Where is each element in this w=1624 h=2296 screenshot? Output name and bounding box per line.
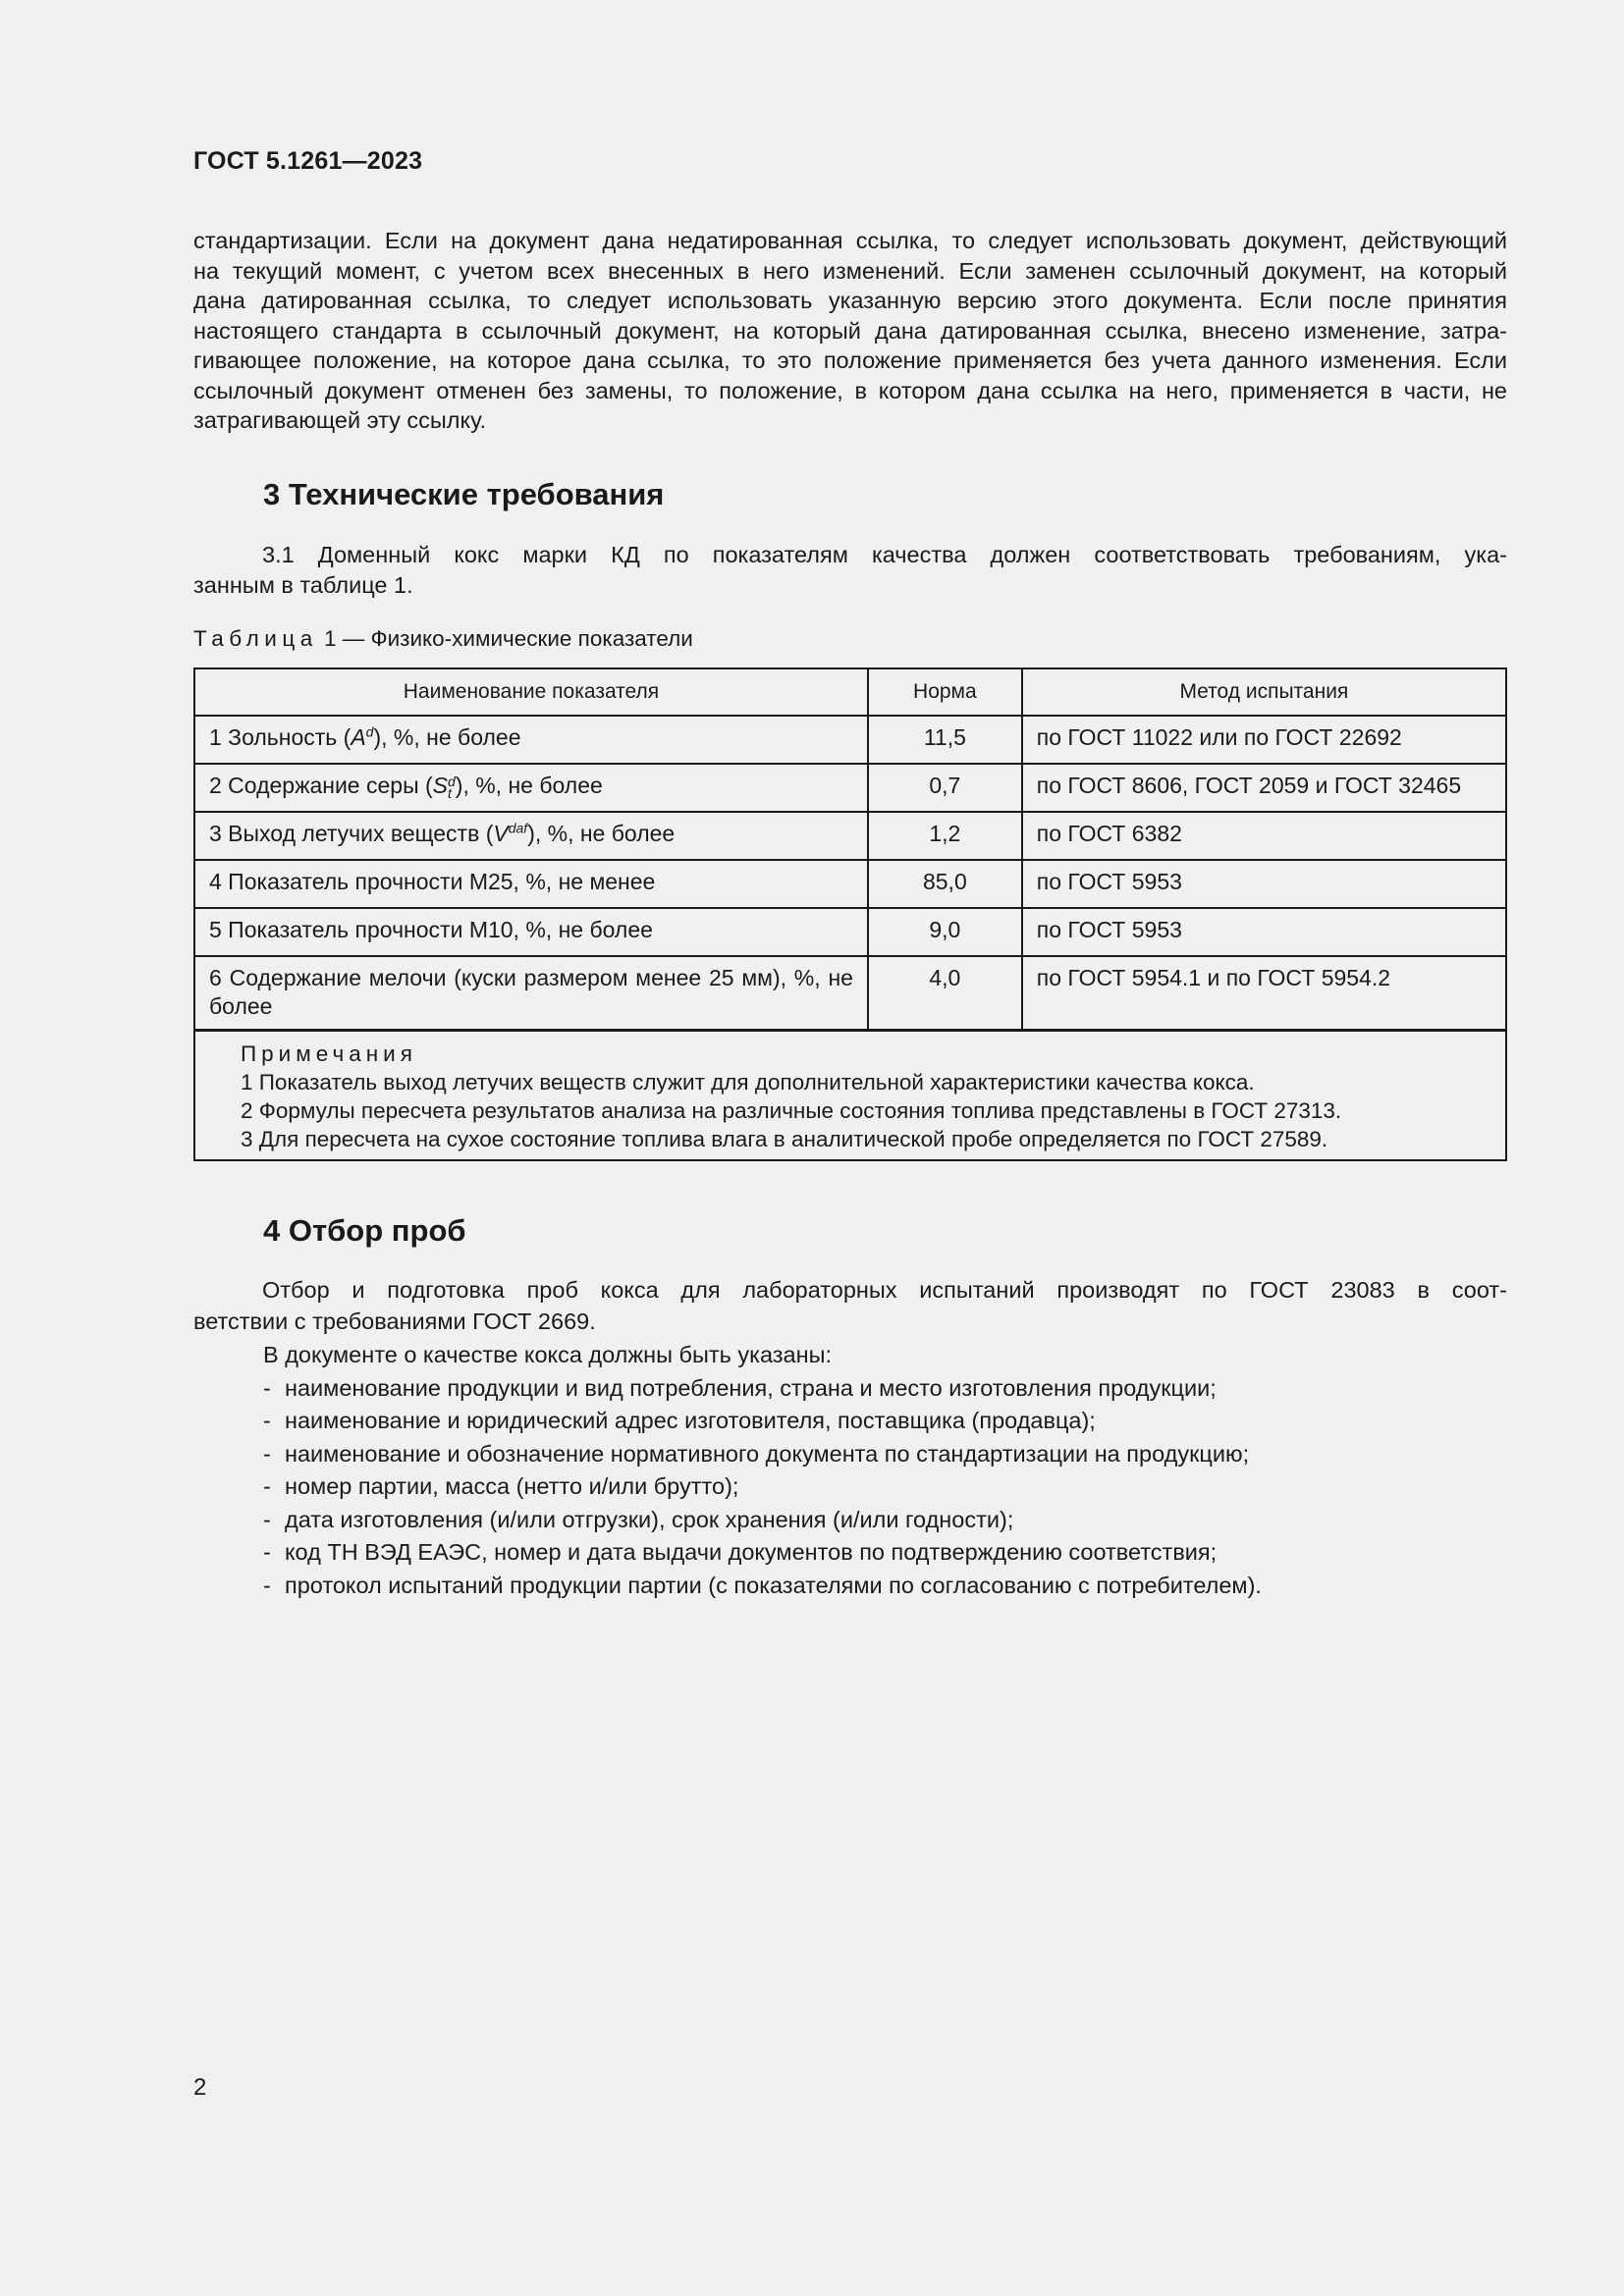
text-line: ссылочный документ отменен без замены, то положение, в котором дана ссылка на него, применяется в части, не [193, 377, 1507, 403]
notes-title: Примечания [241, 1041, 417, 1066]
indicator-name: 4 Показатель прочности М25, %, не менее [194, 860, 868, 908]
section-4-title: 4 Отбор проб [263, 1213, 466, 1248]
table-caption-label: Таблица [193, 626, 318, 651]
section-4-paragraph [193, 1274, 1507, 1337]
text-line: дана датированная ссылка, то следует использовать указанную версию этого документа. Если после принятия [193, 288, 1507, 313]
column-header: Норма [868, 668, 1022, 716]
table-row [194, 716, 1506, 764]
text-line: гивающее положение, на которое дана ссылка, то это положение применяется без учета данного изменения. Если [193, 347, 1507, 373]
list-item: - наименование продукции и вид потребления, страна и место изготовления продукции; [263, 1374, 1217, 1401]
test-method: по ГОСТ 5954.1 и по ГОСТ 5954.2 [1022, 956, 1506, 1031]
document-requirements-list [263, 1339, 1262, 1602]
table-row [194, 812, 1506, 860]
text-line: затрагивающей эту ссылку. [193, 407, 486, 433]
column-header: Наименование показателя [194, 668, 868, 716]
indicator-norm: 0,7 [868, 764, 1022, 812]
note-item: 3 Для пересчета на сухое состояние топлива влага в аналитической пробе определяется по ГОСТ 27589. [241, 1127, 1328, 1151]
note-item: 1 Показатель выход летучих веществ служит для дополнительной характеристики качества кокса. [241, 1070, 1255, 1095]
list-intro: В документе о качестве кокса должны быть указаны: [263, 1342, 832, 1367]
text-line: ветствии с требованиями ГОСТ 2669. [193, 1308, 596, 1334]
table-header-row [194, 668, 1506, 716]
indicator-name: 5 Показатель прочности М10, %, не более [194, 908, 868, 956]
test-method: по ГОСТ 6382 [1022, 812, 1506, 860]
text-line: занным в таблице 1. [193, 571, 413, 598]
indicator-norm: 9,0 [868, 908, 1022, 956]
column-header: Метод испытания [1022, 668, 1506, 716]
table-caption [193, 626, 693, 652]
physicochemical-table [193, 667, 1507, 1161]
page-number: 2 [193, 2074, 207, 2101]
list-item: - код ТН ВЭД ЕАЭС, номер и дата выдачи документов по подтверждению соответствия; [263, 1539, 1218, 1565]
test-method: по ГОСТ 8606, ГОСТ 2059 и ГОСТ 32465 [1022, 764, 1506, 812]
text-line: Отбор и подготовка проб кокса для лабораторных испытаний производят по ГОСТ 23083 в соот- [262, 1277, 1507, 1303]
text-line: 3.1 Доменный кокс марки КД по показателям качества должен соответствовать требованиям, ука- [262, 542, 1507, 567]
list-item: - наименование и обозначение нормативного документа по стандартизации на продукцию; [263, 1440, 1250, 1467]
table-notes [194, 1031, 1506, 1161]
table-row [194, 956, 1506, 1031]
table-caption-text: 1 — Физико-химические показатели [317, 626, 693, 651]
indicator-norm: 85,0 [868, 860, 1022, 908]
text-line: на текущий момент, с учетом всех внесенных в него изменений. Если заменен ссылочный документ, на который [193, 257, 1507, 284]
note-item: 2 Формулы пересчета результатов анализа на различные состояния топлива представлены в ГОСТ 27313. [241, 1098, 1342, 1123]
indicator-norm: 11,5 [868, 716, 1022, 764]
clause-3-1 [193, 540, 1507, 600]
indicator-norm: 4,0 [868, 956, 1022, 1031]
section-3-title: 3 Технические требования [263, 477, 665, 511]
indicator-name: 2 Содержание серы (S d t ), %, не более [194, 764, 868, 812]
test-method: по ГОСТ 5953 [1022, 908, 1506, 956]
indicator-name: 6 Содержание мелочи (куски размером менее 25 мм), %, не более [194, 956, 868, 1031]
indicator-norm: 1,2 [868, 812, 1022, 860]
list-item: - дата изготовления (и/или отгрузки), срок хранения (и/или годности); [263, 1506, 1014, 1532]
text-line: настоящего стандарта в ссылочный документ, на который дана датированная ссылка, внесено изменение, затра- [193, 317, 1507, 344]
indicator-name: 1 Зольность $(A^d)$, %, не более [194, 716, 868, 764]
table-row [194, 860, 1506, 908]
table-row [194, 764, 1506, 812]
table-row [194, 908, 1506, 956]
intro-paragraph [193, 226, 1507, 436]
list-item: - номер партии, масса (нетто и/или брутто); [263, 1473, 739, 1499]
text-line: стандартизации. Если на документ дана недатированная ссылка, то следует использовать документ, действующий [193, 228, 1507, 253]
list-item: - наименование и юридический адрес изготовителя, поставщика (продавца); [263, 1408, 1096, 1433]
indicator-name: 3 Выход летучих веществ $(V^{daf})$, %, не более [194, 812, 868, 860]
document-code: ГОСТ 5.1261—2023 [193, 147, 423, 175]
list-item: - протокол испытаний продукции партии (с показателями по согласованию с потребителем). [263, 1572, 1262, 1598]
table-notes-row [194, 1031, 1506, 1161]
test-method: по ГОСТ 11022 или по ГОСТ 22692 [1022, 716, 1506, 764]
test-method: по ГОСТ 5953 [1022, 860, 1506, 908]
